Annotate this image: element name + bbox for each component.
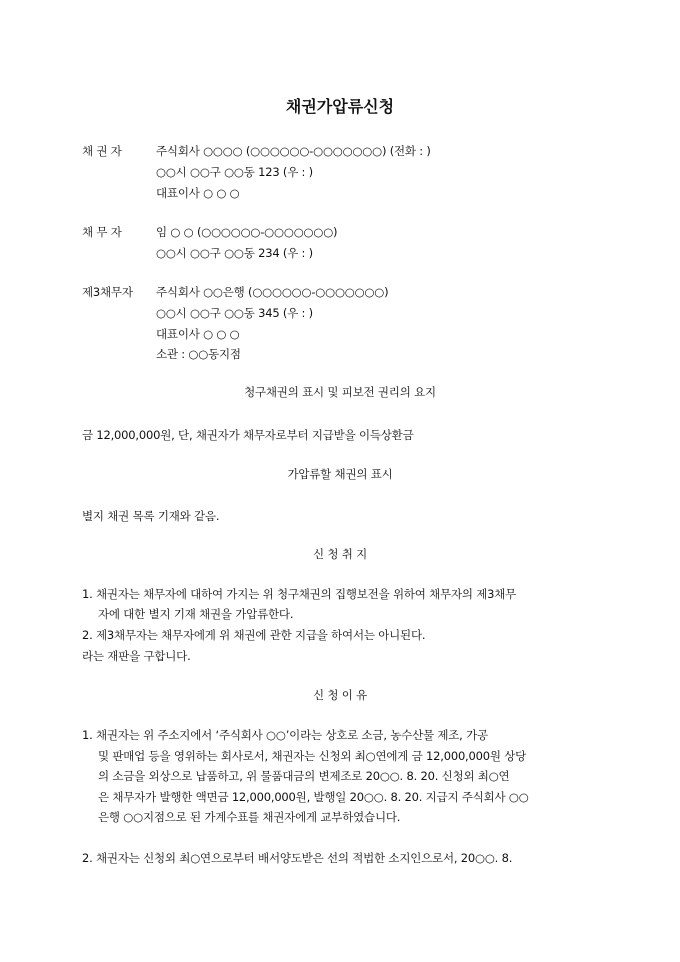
claim-heading: 청구채권의 표시 및 피보전 권리의 요지 bbox=[244, 385, 436, 399]
debtor-name-line: 임 ○ ○ (○○○○○○-○○○○○○○) bbox=[156, 225, 338, 239]
purpose-closing: 라는 재판을 구합니다. bbox=[82, 649, 191, 663]
reason-para-1-line-3: 의 소금을 외상으로 납품하고, 위 물품대금의 변제조로 20○○. 8. 20. 신청외 최○연 bbox=[98, 769, 510, 783]
purpose-heading: 신 청 취 지 bbox=[312, 547, 367, 561]
debtor-address-line: ○○시 ○○구 ○○동 234 (우 : ) bbox=[156, 246, 313, 260]
reason-heading: 신 청 이 유 bbox=[312, 688, 367, 702]
purpose-item-1-line-2: 자에 대한 별지 기재 채권을 가압류한다. bbox=[98, 607, 294, 621]
creditor-address-line: ○○시 ○○구 ○○동 123 (우 : ) bbox=[156, 165, 313, 179]
reason-para-1-line-1: 1. 채권자는 위 주소지에서 ‘주식회사 ○○’이라는 상호로 소금, 농수산물 제조, 가공 bbox=[82, 728, 488, 742]
reason-para-1-line-2: 및 판매업 등을 영위하는 회사로서, 채권자는 신청외 최○연에게 금 12,000,000원 상당 bbox=[98, 749, 527, 763]
reason-para-2-line-1: 2. 채권자는 신청외 최○연으로부터 배서양도받은 선의 적법한 소지인으로서, 20○○. 8. bbox=[82, 851, 513, 865]
purpose-item-1-line-1: 1. 채권자는 채무자에 대하여 가지는 위 청구채권의 집행보전을 위하여 채무자의 제3채무 bbox=[82, 587, 517, 601]
reason-para-1-line-5: 은행 ○○지점으로 된 가계수표를 채권자에게 교부하였습니다. bbox=[98, 810, 401, 824]
creditor-representative-line: 대표이사 ○ ○ ○ bbox=[156, 186, 240, 200]
debtor-label: 채 무 자 bbox=[82, 225, 122, 239]
third-debtor-representative-line: 대표이사 ○ ○ ○ bbox=[156, 327, 240, 341]
third-debtor-label: 제3채무자 bbox=[82, 285, 133, 299]
creditor-label: 채 권 자 bbox=[82, 144, 122, 158]
creditor-name-line: 주식회사 ○○○○ (○○○○○○-○○○○○○○) (전화 : ) bbox=[156, 144, 431, 158]
third-debtor-branch-line: 소관 : ○○동지점 bbox=[156, 347, 241, 361]
document-title: 채권가압류신청 bbox=[285, 97, 395, 116]
attach-heading: 가압류할 채권의 표시 bbox=[287, 467, 393, 481]
purpose-item-2: 2. 제3채무자는 채무자에게 위 채권에 관한 지급을 하여서는 아니된다. bbox=[82, 628, 426, 642]
reason-para-1-line-4: 은 채무자가 발행한 액면금 12,000,000원, 발행일 20○○. 8. 20. 지급지 주식회사 ○○ bbox=[98, 790, 529, 804]
third-debtor-name-line: 주식회사 ○○은행 (○○○○○○-○○○○○○○) bbox=[156, 285, 389, 299]
attach-text: 별지 채권 목록 기재와 같음. bbox=[82, 509, 220, 523]
claim-text: 금 12,000,000원, 단, 채권자가 채무자로부터 지급받을 이득상환금 bbox=[82, 428, 414, 442]
third-debtor-address-line: ○○시 ○○구 ○○동 345 (우 : ) bbox=[156, 306, 313, 320]
